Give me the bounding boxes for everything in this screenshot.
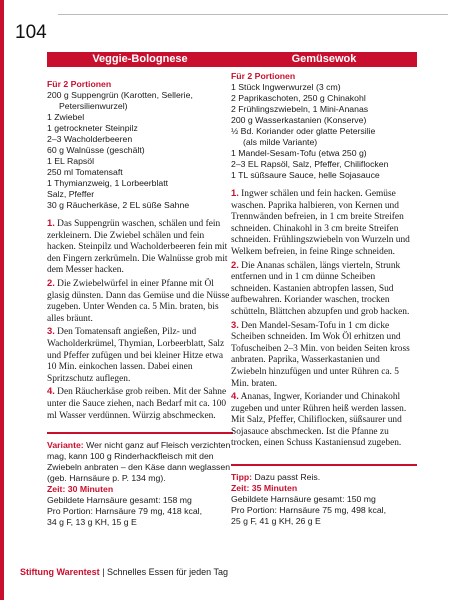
ingredient: 1 Mandel-Sesam-Tofu (etwa 250 g) xyxy=(231,148,367,158)
step-text: Ananas, Ingwer, Koriander und Chinakohl zugeben und unter Rühren heiß werden lassen. Mit Salz, Pfeffer, Chiliflocken, süßsaurer und Sojasauce abschmecken. Ist die Pfanne zu trocken, einen Schuss Kastaniensud zugeben. xyxy=(231,392,407,449)
method-steps xyxy=(231,187,417,450)
red-edge-bar xyxy=(0,0,4,600)
section-divider xyxy=(47,432,233,434)
tip-text: Dazu passt Reis. xyxy=(254,472,321,483)
step-number: 2. xyxy=(47,276,55,288)
nutrition-line: 34 g F, 13 g KH, 15 g E xyxy=(47,517,137,528)
step-text: Den Räucherkäse grob reiben. Mit der Sahne unter die Sauce ziehen, nach Bedarf mit ca. 100 ml Wasser verdünnen. Würzig abschmecken. xyxy=(47,387,227,421)
ingredient: ½ Bd. Koriander oder glatte Petersilie xyxy=(231,126,376,136)
step xyxy=(47,217,233,277)
ingredient: 1 Stück Ingwerwurzel (3 cm) xyxy=(231,82,341,92)
recipe-title: Veggie-Bolognese xyxy=(47,52,233,67)
ingredient: 2–3 EL Rapsöl, Salz, Pfeffer, Chiliflocken xyxy=(231,159,389,169)
method-steps xyxy=(47,217,233,422)
ingredient: 200 g Wasserkastanien (Konserve) xyxy=(231,115,367,125)
variant-note xyxy=(47,440,233,484)
nutrition-line: Gebildete Harnsäure gesamt: 150 mg xyxy=(231,494,376,505)
page-number: 104 xyxy=(15,22,47,43)
tip-label: Tipp: xyxy=(231,472,253,483)
variant-text: Wer nicht ganz auf Fleisch verzichten mag, kann 100 g Rinderhackfleisch mit den Zwiebeln anbraten – den Käse dann weglassen (geb. Harnsäure p. P. 134 mg). xyxy=(47,440,231,484)
ingredient: 2 Frühlingszwiebeln, 1 Mini-Ananas xyxy=(231,104,369,114)
footer-separator: | xyxy=(102,567,105,577)
nutrition-line: Pro Portion: Harnsäure 79 mg, 418 kcal, xyxy=(47,506,203,517)
page-footer xyxy=(20,567,228,577)
prep-time: Zeit: 35 Minuten xyxy=(231,483,298,494)
recipe-gemuesewok xyxy=(231,52,417,527)
step-number: 4. xyxy=(47,385,55,397)
nutrition-info xyxy=(47,495,233,528)
recipe-veggie-bolognese xyxy=(47,52,233,528)
book-title: Schnelles Essen für jeden Tag xyxy=(107,567,228,577)
step xyxy=(47,385,233,422)
step xyxy=(231,259,417,319)
portions-label: Für 2 Portionen xyxy=(47,79,112,89)
variant-label: Variante: xyxy=(47,440,84,451)
ingredient: 2 Paprikaschoten, 250 g Chinakohl xyxy=(231,93,366,103)
ingredient: Salz, Pfeffer xyxy=(47,189,95,199)
step xyxy=(231,319,417,391)
step-text: Die Ananas schälen, längs vierteln, Strunk entfernen und in 1 cm dünne Scheiben schneiden. Kastanien abtropfen lassen, Sud aufbewahren. Koriander waschen, trocken schütteln, Blättchen abzupfen und grob hacken. xyxy=(231,260,410,317)
section-divider xyxy=(231,464,417,466)
top-rule xyxy=(58,14,448,15)
step-text: Den Mandel-Sesam-Tofu in 1 cm dicke Scheiben schneiden. Im Wok Öl erhitzen und Tofuscheiben 2–3 Min. von beiden Seiten kross anbraten. Paprika, Wasserkastanien und Zwiebeln hinzufügen und unter Rühren ca. 5 Min. braten. xyxy=(231,320,410,389)
nutrition-line: Gebildete Harnsäure gesamt: 158 mg xyxy=(47,495,192,506)
step-number: 2. xyxy=(231,258,239,270)
step xyxy=(231,390,417,450)
step-text: Das Suppengrün waschen, schälen und fein zerkleinern. Die Zwiebel schälen und fein hacken. Steinpilz und Wacholderbeeren fein mit den Fingern zerkrümeln. Die Walnüsse grob mit dem Messer hacken. xyxy=(47,219,228,276)
publisher-brand: Stiftung Warentest xyxy=(20,567,100,577)
ingredient: 250 ml Tomatensaft xyxy=(47,167,123,177)
step xyxy=(231,187,417,259)
ingredient-list xyxy=(231,82,417,181)
portions-label: Für 2 Portionen xyxy=(231,71,296,81)
ingredient: 1 Thymianzweig, 1 Lorbeerblatt xyxy=(47,178,169,188)
ingredient: Petersilienwurzel) xyxy=(59,101,128,111)
ingredient: 1 EL Rapsöl xyxy=(47,156,95,166)
ingredient: (als milde Variante) xyxy=(243,137,318,147)
tip-note xyxy=(231,472,417,483)
step-text: Ingwer schälen und fein hacken. Gemüse waschen. Paprika halbieren, von Kernen und Trennwänden befreien, in 1 cm breite Streifen schneiden. Chinakohl in 3 cm breite Streifen schneiden. Frühlingszwiebeln von Wurzeln und Welkem befreien, in feine Ringe schneiden. xyxy=(231,189,410,257)
ingredient: 1 getrockneter Steinpilz xyxy=(47,123,138,133)
ingredient: 1 TL süßsaure Sauce, helle Sojasauce xyxy=(231,170,380,180)
step-number: 3. xyxy=(47,325,55,337)
ingredient: 2–3 Wacholderbeeren xyxy=(47,134,133,144)
ingredient: 200 g Suppengrün (Karotten, Sellerie, xyxy=(47,90,193,100)
ingredient: 30 g Räucherkäse, 2 EL süße Sahne xyxy=(47,200,190,210)
nutrition-line: Pro Portion: Harnsäure 75 mg, 498 kcal, xyxy=(231,505,387,516)
recipe-title: Gemüsewok xyxy=(231,52,417,67)
step xyxy=(47,277,233,325)
step-number: 4. xyxy=(231,390,239,402)
step-number: 3. xyxy=(231,318,239,330)
ingredient: 1 Zwiebel xyxy=(47,112,85,122)
nutrition-line: 25 g F, 41 g KH, 26 g E xyxy=(231,516,321,527)
step xyxy=(47,325,233,385)
prep-time: Zeit: 30 Minuten xyxy=(47,484,114,495)
step-number: 1. xyxy=(231,187,239,198)
nutrition-info xyxy=(231,494,417,527)
step-number: 1. xyxy=(47,217,55,228)
step-text: Den Tomatensaft angießen, Pilz- und Wacholderkrümel, Thymian, Lorbeerblatt, Salz und Pfeffer zufügen und bei kleiner Hitze etwa 10 Min. einkochen lassen. Dabei einen Spritzschutz auflegen. xyxy=(47,327,225,384)
ingredient-list xyxy=(47,90,233,211)
step-text: Die Zwiebelwürfel in einer Pfanne mit Öl glasig dünsten. Dann das Gemüse und die Nüsse zugeben. Unter Wenden ca. 5 Min. braten, bis alles bräunt. xyxy=(47,278,230,324)
ingredient: 60 g Walnüsse (geschält) xyxy=(47,145,145,155)
